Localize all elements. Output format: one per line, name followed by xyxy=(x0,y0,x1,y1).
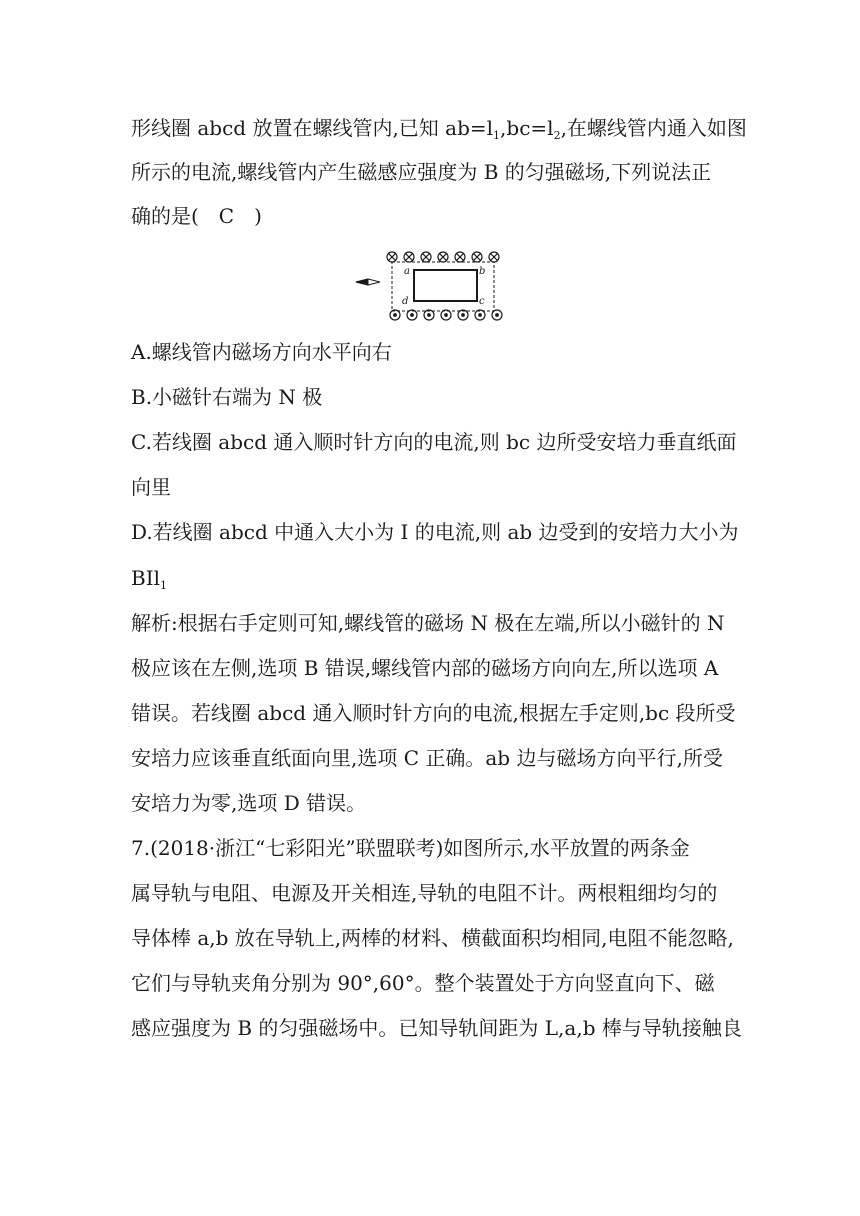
cross-symbol-1 xyxy=(387,252,397,262)
subscript: 1 xyxy=(160,579,167,592)
option-a: A.螺线管内磁场方向水平向右 xyxy=(131,340,392,364)
question7-line-2: 属导轨与电阻、电源及开关相连,导轨的电阻不计。两根粗细均匀的 xyxy=(131,881,718,905)
analysis-line-1: 解析:根据右手定则可知,螺线管的磁场 N 极在左端,所以小磁针的 N xyxy=(131,611,725,635)
cross-symbol-2 xyxy=(404,252,414,262)
solenoid-figure xyxy=(352,247,516,325)
compass-needle xyxy=(356,279,380,285)
label-a: a xyxy=(404,266,410,277)
question-line-2: 所示的电流,螺线管内产生磁感应强度为 B 的匀强磁场,下列说法正 xyxy=(131,160,712,184)
analysis-line-4: 安培力应该垂直纸面向里,选项 C 正确。ab 边与磁场方向平行,所受 xyxy=(131,746,723,770)
question-line-1 xyxy=(131,114,747,142)
label-d: d xyxy=(402,296,409,307)
option-d-line-1: D.若线圈 abcd 中通入大小为 I 的电流,则 ab 边受到的安培力大小为 xyxy=(131,520,739,544)
option-d-line-2 xyxy=(131,564,731,592)
question-text: ,在螺线管内通入如图 xyxy=(560,116,747,140)
cross-symbol-6 xyxy=(472,252,482,262)
cross-symbol-3 xyxy=(421,252,431,262)
label-c: c xyxy=(479,296,485,307)
question-line-3: 确的是( C ) xyxy=(131,204,262,228)
question7-line-3: 导体棒 a,b 放在导轨上,两棒的材料、横截面积均相同,电阻不能忽略, xyxy=(131,926,734,950)
analysis-line-5: 安培力为零,选项 D 错误。 xyxy=(131,791,367,815)
cross-symbol-5 xyxy=(455,252,465,262)
bottom-conductors xyxy=(390,310,502,320)
subscript: 2 xyxy=(553,129,561,142)
option-b: B.小磁针右端为 N 极 xyxy=(131,385,323,409)
question-text: ,bc=l xyxy=(500,116,554,140)
label-b: b xyxy=(479,266,486,277)
question7-line-5: 感应强度为 B 的匀强磁场中。已知导轨间距为 L,a,b 棒与导轨接触良 xyxy=(131,1016,742,1040)
cross-symbol-4 xyxy=(438,252,448,262)
option-c-line-1: C.若线圈 abcd 通入顺时针方向的电流,则 bc 边所受安培力垂直纸面 xyxy=(131,430,737,454)
analysis-line-3: 错误。若线圈 abcd 通入顺时针方向的电流,根据左手定则,bc 段所受 xyxy=(131,701,736,725)
option-d-text: BIl xyxy=(131,566,160,590)
question7-line-1: 7.(2018·浙江“七彩阳光”联盟联考)如图所示,水平放置的两条金 xyxy=(131,836,690,860)
dot-symbol-7 xyxy=(492,310,502,320)
dot-symbol-4 xyxy=(441,310,451,320)
top-conductors xyxy=(387,252,499,262)
option-c-line-2: 向里 xyxy=(131,475,171,499)
analysis-line-2: 极应该在左侧,选项 B 错误,螺线管内部的磁场方向向左,所以选项 A xyxy=(131,656,719,680)
coil-abcd xyxy=(414,270,477,301)
cross-symbol-7 xyxy=(489,252,499,262)
subscript: 1 xyxy=(493,129,501,142)
question-text: 形线圈 abcd 放置在螺线管内,已知 ab=l xyxy=(131,116,494,140)
question7-line-4: 它们与导轨夹角分别为 90°,60°。整个装置处于方向竖直向下、磁 xyxy=(131,971,715,995)
